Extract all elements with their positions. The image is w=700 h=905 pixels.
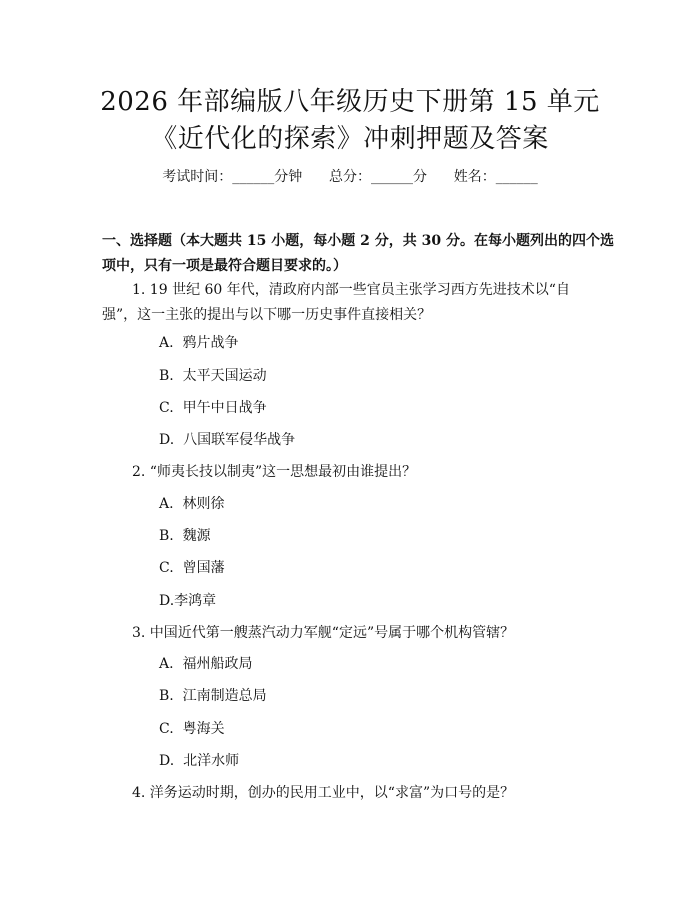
document-title-line-2: 《近代化的探索》冲刺押题及答案	[151, 124, 549, 154]
exam-info-line: 考试时间：______分钟 总分：______分 姓名：______	[162, 169, 538, 185]
question-3-option-d: D. 北洋水师	[159, 753, 240, 769]
document-title-line-1: 2026 年部编版八年级历史下册第 15 单元	[100, 87, 600, 117]
question-3-option-a: A. 福州船政局	[159, 656, 253, 672]
question-1-option-c: C. 甲午中日战争	[159, 400, 267, 416]
question-1-text: 1. 19 世纪 60 年代，清政府内部一些官员主张学习西方先进技术以“自强”，这一主张的提出与以下哪一历史事件直接相关？	[102, 282, 570, 323]
section-heading-multiple-choice: 一、选择题（本大题共 15 小题，每小题 2 分，共 30 分。在每小题列出的四个选项中，只有一项是最符合题目要求的。）	[102, 233, 614, 274]
question-1-option-b: B. 太平天国运动	[159, 368, 267, 384]
question-2-option-a: A. 林则徐	[159, 496, 225, 512]
question-3-option-b: B. 江南制造总局	[159, 688, 267, 704]
question-2-option-d: D.李鸿章	[159, 593, 217, 609]
question-1-option-a: A. 鸦片战争	[159, 335, 239, 351]
question-4-text: 4. 洋务运动时期，创办的民用工业中，以“求富”为口号的是？	[132, 785, 515, 801]
question-3-option-c: C. 粤海关	[159, 721, 225, 737]
question-2-option-c: C. 曾国藩	[159, 560, 225, 576]
question-1-option-d: D. 八国联军侵华战争	[159, 432, 296, 448]
question-2-text: 2. “师夷长技以制夷”这一思想最初由谁提出？	[132, 464, 417, 480]
question-2-option-b: B. 魏源	[159, 528, 211, 544]
question-3-text: 3. 中国近代第一艘蒸汽动力军舰“定远”号属于哪个机构管辖？	[132, 625, 515, 641]
